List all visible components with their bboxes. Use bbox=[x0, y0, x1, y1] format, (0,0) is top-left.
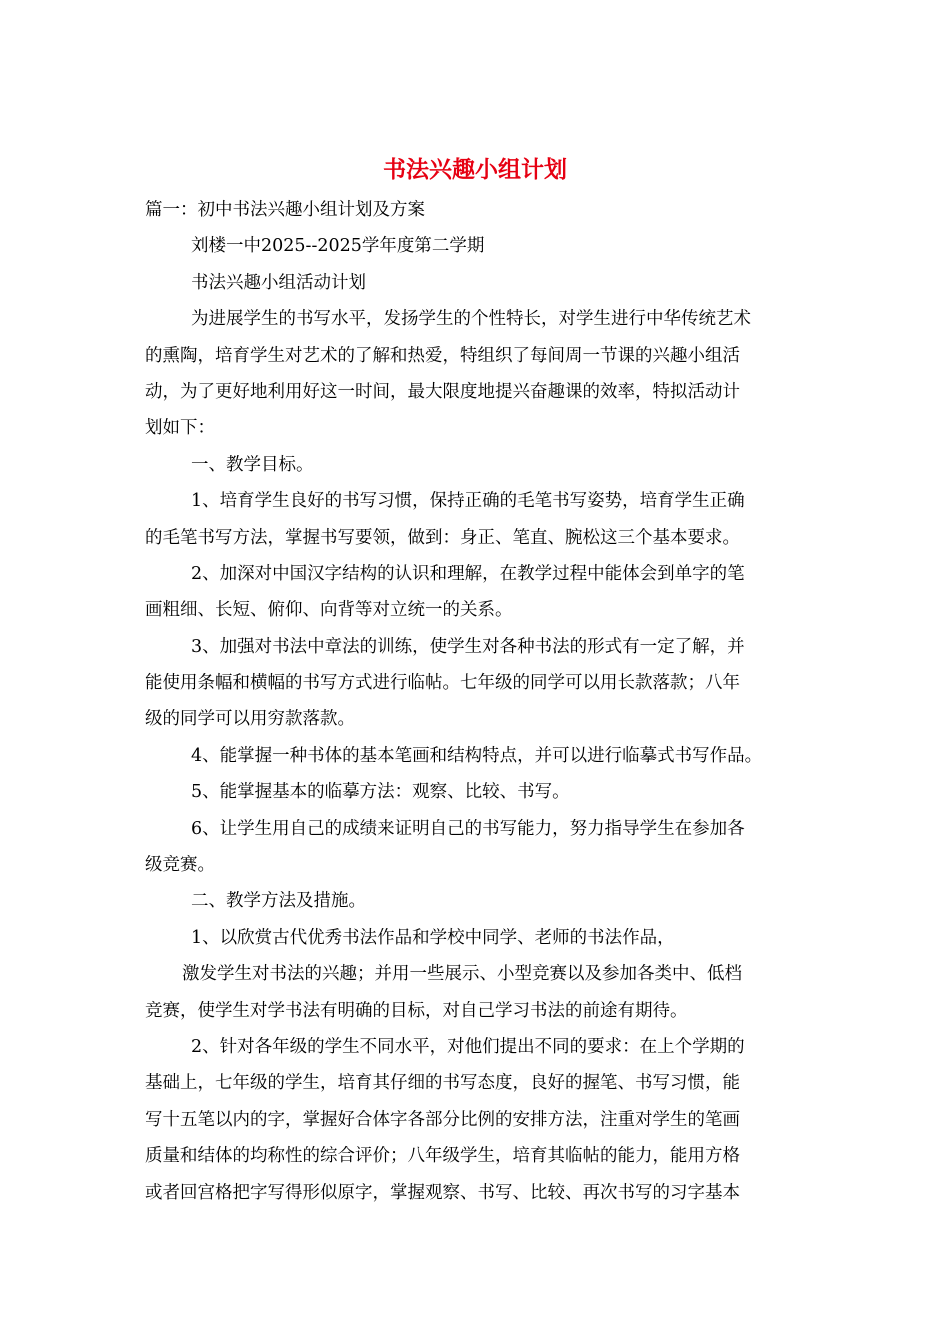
paragraph-line: 1、培育学生良好的书写习惯，保持正确的毛笔书写姿势，培育学生正确 bbox=[191, 491, 745, 512]
heading-methods: 二、教学方法及措施。 bbox=[191, 891, 366, 912]
paragraph-line: 4、能掌握一种书体的基本笔画和结构特点，并可以进行临摹式书写作品。 bbox=[191, 745, 763, 766]
school-term-line: 刘楼一中2025--2025学年度第二学期 bbox=[191, 236, 485, 257]
document-body bbox=[145, 192, 805, 1211]
paragraph-line: 级的同学可以用穷款落款。 bbox=[145, 709, 355, 730]
paragraph-line: 或者回宫格把字写得形似原字，掌握观察、书写、比较、再次书写的习字基本 bbox=[145, 1182, 740, 1203]
paragraph-line: 质量和结体的均称性的综合评价；八年级学生，培育其临帖的能力，能用方格 bbox=[145, 1146, 740, 1167]
paragraph-line: 1、以欣赏古代优秀书法作品和学校中同学、老师的书法作品， bbox=[191, 927, 675, 948]
plan-subtitle: 书法兴趣小组活动计划 bbox=[191, 272, 366, 293]
paragraph-line: 激发学生对书法的兴趣；并用一些展示、小型竞赛以及参加各类中、低档 bbox=[182, 964, 742, 985]
paragraph-line: 级竞赛。 bbox=[145, 855, 215, 876]
paragraph-line: 能使用条幅和横幅的书写方式进行临帖。七年级的同学可以用长款落款；八年 bbox=[145, 673, 740, 694]
paragraph-line: 基础上，七年级的学生，培育其仔细的书写态度，良好的握笔、书写习惯，能 bbox=[145, 1073, 740, 1094]
paragraph-line: 3、加强对书法中章法的训练，使学生对各种书法的形式有一定了解，并 bbox=[191, 636, 745, 657]
paragraph-line: 的熏陶，培育学生对艺术的了解和热爱，特组织了每间周一节课的兴趣小组活 bbox=[145, 345, 740, 366]
paragraph-line: 画粗细、长短、俯仰、向背等对立统一的关系。 bbox=[145, 600, 513, 621]
section-heading: 篇一：初中书法兴趣小组计划及方案 bbox=[145, 200, 425, 220]
paragraph-line: 竞赛，使学生对学书法有明确的目标，对自己学习书法的前途有期待。 bbox=[145, 1000, 688, 1021]
paragraph-line: 6、让学生用自己的成绩来证明自己的书写能力，努力指导学生在参加各 bbox=[191, 818, 745, 839]
document-title: 书法兴趣小组计划 bbox=[383, 156, 567, 183]
paragraph-line: 2、针对各年级的学生不同水平，对他们提出不同的要求：在上个学期的 bbox=[191, 1036, 745, 1057]
paragraph-line: 为进展学生的书写水平，发扬学生的个性特长，对学生进行中华传统艺术 bbox=[191, 309, 751, 330]
paragraph-line: 写十五笔以内的字，掌握好合体字各部分比例的安排方法，注重对学生的笔画 bbox=[145, 1109, 740, 1130]
heading-goals: 一、教学目标。 bbox=[191, 454, 314, 475]
paragraph-line: 的毛笔书写方法，掌握书写要领，做到：身正、笔直、腕松这三个基本要求。 bbox=[145, 527, 740, 548]
paragraph-line: 2、加深对中国汉字结构的认识和理解，在教学过程中能体会到单字的笔 bbox=[191, 563, 745, 584]
paragraph-line: 5、能掌握基本的临摹方法：观察、比较、书写。 bbox=[191, 782, 570, 803]
paragraph-line: 划如下： bbox=[145, 418, 215, 439]
paragraph-line: 动，为了更好地利用好这一时间，最大限度地提兴奋趣课的效率，特拟活动计 bbox=[145, 381, 740, 402]
